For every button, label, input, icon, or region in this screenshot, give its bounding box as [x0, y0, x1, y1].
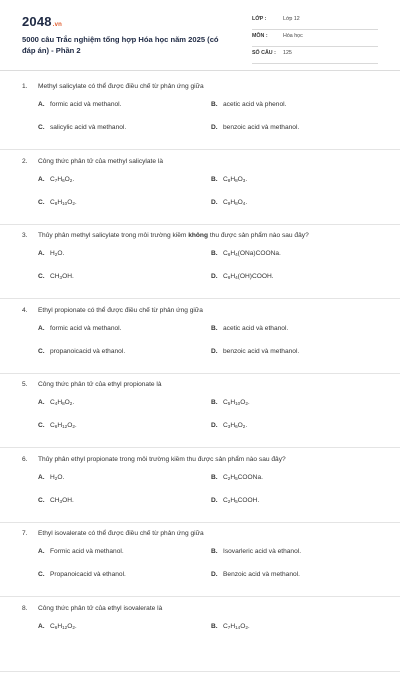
question-list — [0, 79, 400, 675]
option-letter: B. — [211, 473, 218, 481]
answer-option[interactable] — [211, 124, 299, 131]
option-letter: C. — [38, 124, 45, 131]
answer-option[interactable] — [38, 325, 121, 332]
answer-option[interactable] — [38, 101, 121, 108]
option-letter: D. — [211, 124, 218, 131]
question-number: 2. — [22, 157, 28, 165]
option-text: $C_2H_5COONa$. — [223, 473, 263, 481]
meta-row-subject — [252, 30, 378, 47]
option-letter: A. — [38, 622, 45, 630]
question-text — [22, 605, 392, 612]
answer-option[interactable] — [38, 348, 125, 355]
answer-option[interactable] — [38, 497, 74, 504]
option-text: $C_6H_4(OH)COOH$. — [223, 273, 274, 280]
option-letter: A. — [38, 101, 45, 108]
question-number: 8. — [22, 604, 28, 612]
document-meta — [252, 13, 378, 64]
question-item — [0, 601, 400, 672]
option-text: $CH_3OH$. — [50, 273, 74, 280]
question-stem: Methyl salicylate có thể được điều chế từ phản ứng giữa — [38, 83, 204, 90]
option-text: $C_9H_8O_4$. — [223, 198, 248, 206]
answer-option[interactable] — [211, 176, 247, 183]
question-text — [22, 83, 392, 90]
answer-option[interactable] — [38, 176, 74, 183]
option-text: $C_6H_{12}O_2$. — [50, 422, 77, 429]
option-text: $C_8H_8O_3$. — [223, 175, 248, 183]
site-logo[interactable] — [22, 14, 62, 29]
option-letter: A. — [38, 399, 45, 406]
option-letter: C. — [38, 198, 45, 206]
question-stem: Công thức phân tử của ethyl isovalerate là — [38, 604, 163, 612]
answer-option[interactable] — [211, 399, 250, 406]
header-divider — [0, 70, 400, 71]
question-number: 4. — [22, 306, 28, 314]
option-letter: B. — [211, 622, 218, 630]
logo-text: 2048 — [22, 14, 52, 29]
meta-key: LỚP : — [252, 16, 267, 22]
answer-option[interactable] — [211, 623, 250, 630]
question-text — [22, 232, 392, 239]
option-text: $C_4H_8O_2$. — [50, 399, 75, 406]
option-text: formic acid và methanol. — [50, 101, 122, 108]
option-letter: D. — [211, 273, 218, 280]
question-stem: Công thức phân tử của ethyl propionate là — [38, 381, 162, 388]
question-item — [0, 228, 400, 299]
answer-option[interactable] — [211, 474, 263, 481]
option-letter: C. — [38, 347, 45, 355]
option-letter: B. — [211, 399, 218, 406]
answer-option[interactable] — [38, 422, 77, 429]
answer-option[interactable] — [211, 199, 247, 206]
question-number: 6. — [22, 455, 28, 463]
question-text — [22, 307, 392, 314]
option-text: $H_2O$. — [50, 473, 65, 481]
option-letter: B. — [211, 175, 218, 183]
answer-option[interactable] — [211, 348, 299, 355]
option-letter: B. — [211, 324, 218, 332]
answer-option[interactable] — [211, 422, 247, 429]
option-letter: B. — [211, 548, 218, 555]
option-letter: D. — [211, 198, 218, 206]
option-text: benzoic acid và methanol. — [223, 347, 300, 355]
question-item — [0, 303, 400, 374]
option-text: $H_2O$. — [50, 250, 65, 257]
option-text: $C_7H_{14}O_2$. — [223, 622, 250, 630]
option-text: Propanoicacid và ethanol. — [50, 571, 126, 578]
question-stem: Thủy phân ethyl propionate trong môi trường kiềm thu được sản phẩm nào sau đây? — [38, 455, 286, 463]
answer-option[interactable] — [211, 571, 300, 578]
answer-option[interactable] — [211, 325, 288, 332]
question-text — [22, 381, 392, 388]
option-text: $C_5H_{10}O_2$. — [223, 399, 250, 406]
meta-row-class — [252, 13, 378, 30]
question-number: 1. — [22, 83, 28, 90]
answer-option[interactable] — [211, 548, 301, 555]
option-text: $C_8H_{10}O_2$. — [50, 198, 77, 206]
option-letter: C. — [38, 571, 45, 578]
answer-option[interactable] — [38, 273, 74, 280]
question-number: 3. — [22, 232, 28, 239]
answer-option[interactable] — [38, 250, 64, 257]
option-text: formic acid và methanol. — [50, 324, 122, 332]
question-item — [0, 79, 400, 150]
option-text: $CH_3OH$. — [50, 496, 74, 504]
option-text: propanoicacid và ethanol. — [50, 347, 126, 355]
option-letter: A. — [38, 324, 45, 332]
option-text: acetic acid và ethanol. — [223, 324, 289, 332]
question-stem: Thủy phân methyl salicylate trong môi trường kiềm không thu được sản phẩm nào sau đây? — [38, 232, 309, 239]
option-text: acetic acid và phenol. — [223, 101, 287, 108]
answer-option[interactable] — [38, 124, 126, 131]
option-letter: B. — [211, 250, 218, 257]
meta-value: 125 — [283, 50, 292, 56]
option-letter: A. — [38, 175, 45, 183]
meta-key: SỐ CÂU : — [252, 50, 276, 56]
answer-option[interactable] — [38, 399, 74, 406]
question-text — [22, 158, 392, 165]
option-text: $C_3H_6O_2$. — [223, 422, 248, 429]
meta-value: Hóa học — [283, 33, 303, 39]
option-letter: D. — [211, 496, 218, 504]
answer-option[interactable] — [211, 497, 259, 504]
answer-option[interactable] — [38, 623, 77, 630]
answer-option[interactable] — [211, 250, 281, 257]
option-letter: C. — [38, 273, 45, 280]
question-item — [0, 526, 400, 597]
question-stem: Ethyl propionate có thể được điều chế từ phản ứng giữa — [38, 306, 203, 314]
answer-option[interactable] — [38, 199, 77, 206]
question-item — [0, 377, 400, 448]
answer-option[interactable] — [211, 101, 286, 108]
option-text: $C_7H_6O_2$. — [50, 175, 75, 183]
option-letter: A. — [38, 548, 45, 555]
answer-option[interactable] — [38, 548, 124, 555]
option-text: $C_6H_{12}O_2$. — [50, 622, 77, 630]
meta-key: MÔN : — [252, 33, 268, 39]
option-text: Benzoic acid và methanol. — [223, 571, 300, 578]
question-stem: Ethyl isovalerate có thể được điều chế từ phản ứng giữa — [38, 530, 204, 537]
answer-option[interactable] — [211, 273, 274, 280]
question-number: 7. — [22, 530, 28, 537]
logo-suffix: .vn — [52, 22, 63, 28]
option-letter: C. — [38, 422, 45, 429]
option-text: $C_6H_4(ONa)COONa$. — [223, 250, 281, 257]
question-item — [0, 154, 400, 225]
option-letter: D. — [211, 571, 218, 578]
option-text: Isovarleric acid và ethanol. — [223, 548, 302, 555]
meta-row-question-count — [252, 47, 378, 64]
option-letter: A. — [38, 473, 45, 481]
option-text: salicylic acid và methanol. — [50, 124, 127, 131]
option-text: benzoic acid và methanol. — [223, 124, 300, 131]
document-title: 5000 câu Trắc nghiệm tổng hợp Hóa học năm 2025 (có đáp án) - Phần 2 — [22, 35, 219, 55]
question-item — [0, 452, 400, 523]
answer-option[interactable] — [38, 571, 126, 578]
question-stem: Công thức phân tử của methyl salicylate là — [38, 157, 164, 165]
option-letter: D. — [211, 422, 218, 429]
option-letter: D. — [211, 347, 218, 355]
option-text: $C_2H_5COOH$. — [223, 496, 260, 504]
question-text — [22, 530, 392, 537]
question-text — [22, 456, 392, 463]
option-letter: C. — [38, 496, 45, 504]
meta-value: Lớp 12 — [283, 16, 300, 22]
option-letter: A. — [38, 250, 45, 257]
question-number: 5. — [22, 381, 28, 388]
option-letter: B. — [211, 101, 218, 108]
page-header — [0, 0, 400, 68]
option-text: Formic acid và methanol. — [50, 548, 124, 555]
answer-option[interactable] — [38, 474, 64, 481]
